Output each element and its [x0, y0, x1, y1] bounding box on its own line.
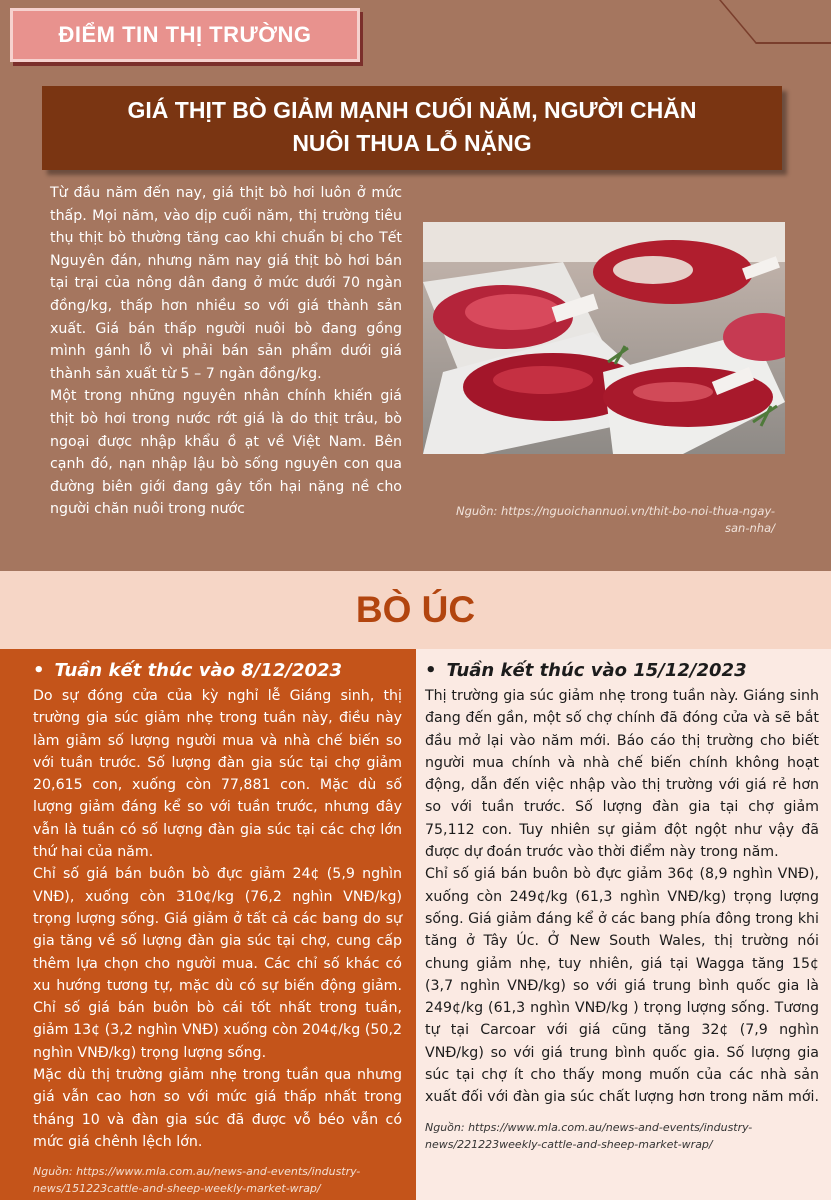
left-paragraph-1: Do sự đóng cửa của kỳ nghỉ lễ Giáng sinh, thị trường gia súc giảm nhẹ trong tuần này, điều này làm giảm số lượng người mua và nhà chế biến so với tuần trước. Số lượng đàn gia súc tại chợ giảm 20,615 con, xuống còn 77,881 con. Mặc dù số lượng giảm đáng kể so với tuần trước, nhưng đây vẫn là tuần có số lượng đàn gia súc tại các chợ lớn thứ hai của năm. [33, 688, 402, 861]
left-week-label: Tuần kết thúc vào 8/12/2023 [54, 660, 343, 681]
beef-photo [423, 222, 785, 454]
right-column [416, 649, 831, 1200]
left-week-heading [33, 657, 402, 685]
title-line-2: NUÔI THUA LỖ NẶNG [292, 130, 532, 156]
left-source: Nguồn: https://www.mla.com.au/news-and-events/industry-news/151223cattle-and-sheep-weekly-market-wrap/ [33, 1165, 361, 1196]
bullet-icon: • [425, 660, 437, 681]
intro-text [50, 182, 402, 521]
right-paragraph-1: Thị trường gia súc giảm nhẹ trong tuần này. Giáng sinh đang đến gần, một số chợ chính đã đóng cửa và sẽ bắt đầu mở lại vào năm mới. Báo cáo thị trường cho biết người mua chính và nhà chế biến chính không hoạt động, dẫn đến việc nhập vào thị trường với giá rẻ hơn so với tuần trước. Số lượng đàn gia tại chợ giảm 75,112 con. Tuy nhiên sự giảm đột ngột như vậy đã được dự đoán trước vào thời điểm này trong năm. [425, 688, 819, 861]
right-week-label: Tuần kết thúc vào 15/12/2023 [446, 660, 747, 681]
section-title: BÒ ÚC [355, 589, 476, 630]
left-paragraph-2: Chỉ số giá bán buôn bò đực giảm 24¢ (5,9 nghìn VNĐ), xuống còn 310¢/kg (76,2 nghìn VNĐ/kg) trọng lượng sống. Giá giảm ở tất cả các bang do sự gia tăng về số lượng đàn gia súc tại chợ, cung cấp thêm lựa chọn cho người mua. Các chỉ số khác có xu hướng tương tự, mặc dù có sự biến động giảm. Chỉ số giá bán buôn bò cái tốt nhất trong tuần, giảm 13¢ (3,2 nghìn VNĐ) xuống còn 204¢/kg (50,2 nghìn VNĐ/kg) trọng lượng sống. [33, 866, 402, 1061]
intro-paragraph-1: Từ đầu năm đến nay, giá thịt bò hơi luôn ở mức thấp. Mọi năm, vào dịp cuối năm, thị trường tiêu thụ thịt bò thường tăng cao khi chuẩn bị cho Tết Nguyên đán, nhưng năm nay giá thịt bò hơi bán tại trại của nông dân đang ở mức dưới 70 ngàn đồng/kg, thấp hơn nhiều so với giá thành sản xuất. Giá bán thấp người nuôi bò đang gồng mình gánh lỗ vì phải bán sản phẩm dưới giá thành sản xuất từ 5 – 7 ngàn đồng/kg. [50, 185, 402, 382]
beef-display-image [423, 222, 785, 454]
right-body [425, 685, 819, 1109]
right-paragraph-2: Chỉ số giá bán buôn bò đực giảm 36¢ (8,9 nghìn VNĐ), xuống còn 249¢/kg (61,3 nghìn VNĐ/kg) trọng lượng sống. Giá giảm đáng kể ở các bang phía đông trong khi tăng ở Tây Úc. Ở New South Wales, thị trường nói chung giảm nhẹ, tuy nhiên, giá tại Wagga tăng 15¢ (3,7 nghìn VNĐ/kg) so với giá trung bình quốc gia là 249¢/kg (61,3 nghìn VNĐ/kg ) trọng lượng sống. Tương tự tại Carcoar với giá cũng tăng 32¢ (7,9 nghìn VNĐ/kg) so với giá trung bình quốc gia. Số lượng gia súc tại chợ ít cho thấy mong muốn của các nhà sản xuất đối với đàn gia súc chất lượng hơn trong năm mới. [425, 866, 819, 1106]
left-body [33, 685, 402, 1153]
left-paragraph-3: Mặc dù thị trường giảm nhẹ trong tuần qua nhưng giá vẫn cao hơn so với mức giá thấp nhất trong tháng 10 và đàn gia súc đã được vỗ béo vẫn có mức giá chênh lệch lớn. [33, 1067, 402, 1150]
section-badge [10, 8, 360, 62]
article-title [42, 86, 782, 170]
left-column [0, 649, 416, 1200]
intro-paragraph-2: Một trong những nguyên nhân chính khiến giá thịt bò hơi trong nước rớt giá là do thịt trâu, bò ngoại được nhập khẩu ồ ạt về Việt Nam. Bên cạnh đó, nạn nhập lậu bò sống nguyên con qua đường biên giới đang gây tổn hại nặng nề cho người chăn nuôi trong nước [50, 388, 402, 518]
section-band [0, 571, 831, 649]
badge-label: ĐIỂM TIN THỊ TRƯỜNG [58, 22, 312, 47]
title-line-1: GIÁ THỊT BÒ GIẢM MẠNH CUỐI NĂM, NGƯỜI CHĂN [127, 97, 697, 123]
right-week-heading [425, 657, 819, 685]
bullet-icon: • [33, 660, 45, 681]
right-source: Nguồn: https://www.mla.com.au/news-and-events/industry-news/221223weekly-cattle-and-sheep-market-wrap/ [425, 1120, 753, 1151]
intro-source: Nguồn: https://nguoichannuoi.vn/thit-bo-noi-thua-ngay-san-nha/ [455, 504, 775, 535]
